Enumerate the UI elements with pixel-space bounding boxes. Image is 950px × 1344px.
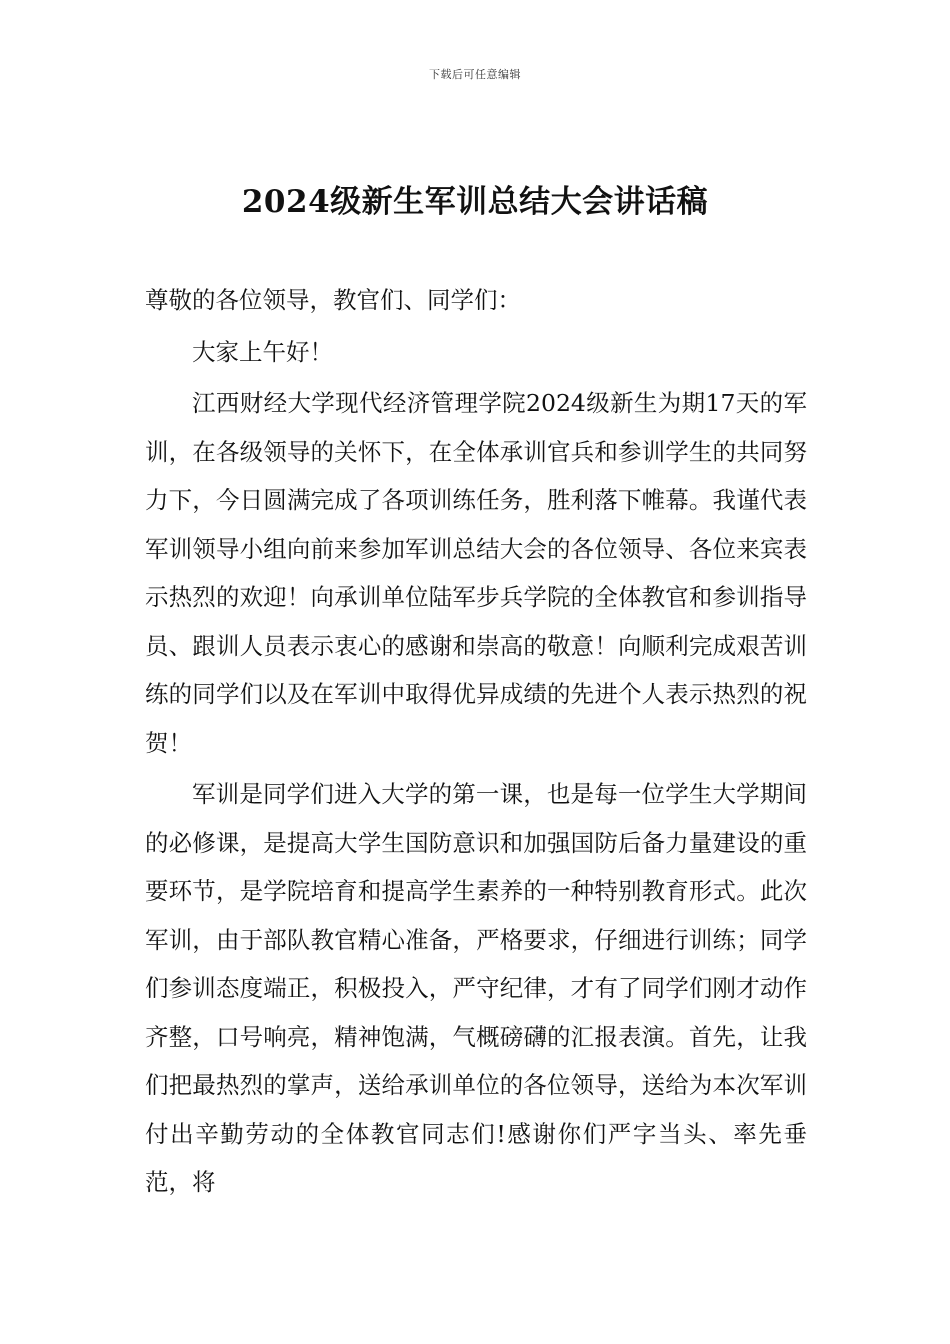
header-note: 下载后可任意编辑 [429,68,521,81]
paragraph-opening: 江西财经大学现代经济管理学院2024级新生为期17天的军训，在各级领导的关怀下，在全体承训官兵和参训学生的共同努力下，今日圆满完成了各项训练任务，胜利落下帷幕。我谨代表军训领导小组向前来参加军训总结大会的各位领导、各位来宾表示热烈的欢迎！向承训单位陆军步兵学院的全体教官和参训指导员、跟训人员表示衷心的感谢和崇高的敬意！向顺利完成艰苦训练的同学们以及在军训中取得优异成绩的先进个人表示热烈的祝贺！ [145,389,807,757]
paragraph-significance: 军训是同学们进入大学的第一课，也是每一位学生大学期间的必修课，是提高大学生国防意识和加强国防后备力量建设的重要环节，是学院培育和提高学生素养的一种特别教育形式。此次军训，由于部队教官精心准备，严格要求，仔细进行训练；同学们参训态度端正，积极投入，严守纪律，才有了同学们刚才动作齐整，口号响亮，精神饱满，气概磅礴的汇报表演。首先，让我们把最热烈的掌声，送给承训单位的各位领导，送给为本次军训付出辛勤劳动的全体教官同志们!感谢你们严字当头、率先垂范，将 [145,780,807,1196]
salutation: 尊敬的各位领导，教官们、同学们： [145,286,521,314]
document-body [145,276,807,1210]
document-title: 2024级新生军训总结大会讲话稿 [241,184,709,220]
paragraph-greeting: 大家上午好！ [192,337,333,366]
